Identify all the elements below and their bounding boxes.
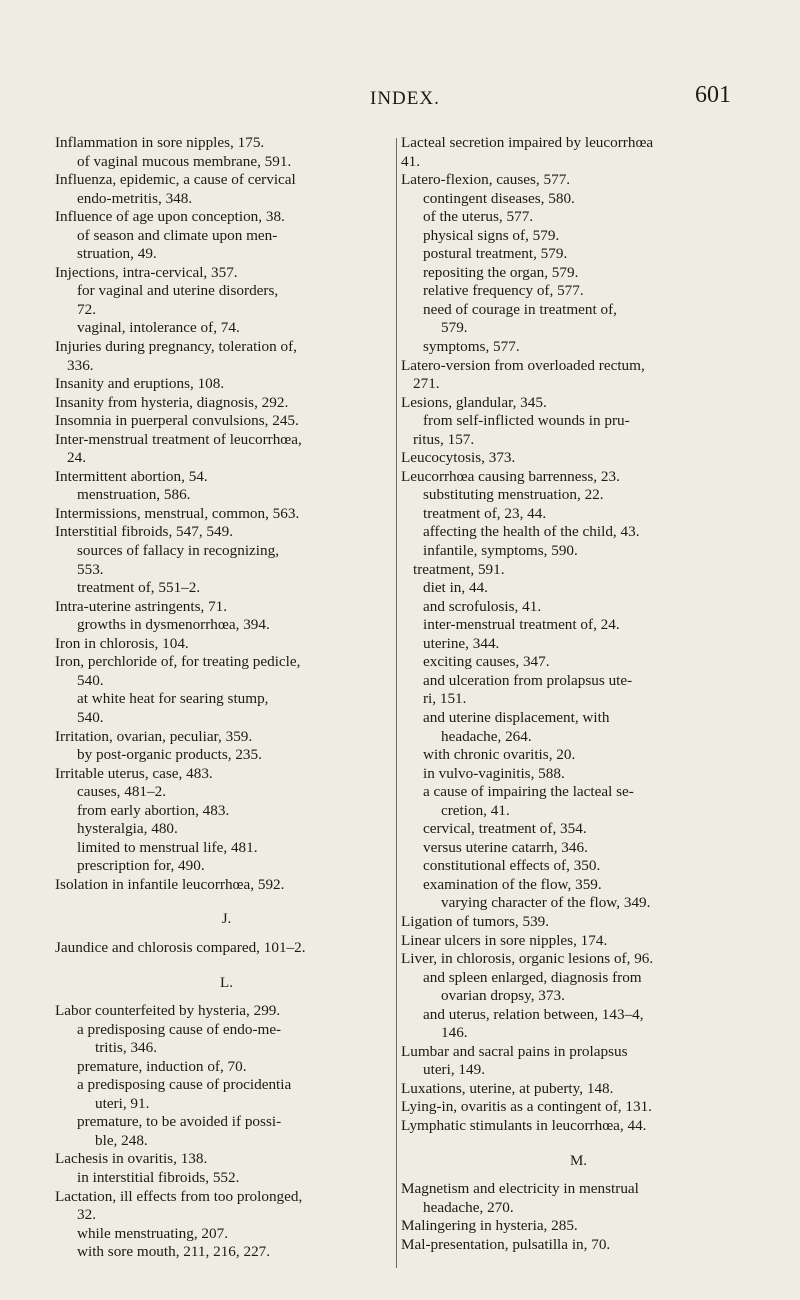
index-entry: Insanity and eruptions, 108. (55, 375, 225, 393)
index-subentry: relative frequency of, 577. (423, 282, 584, 300)
index-subentry: ritus, 157. (413, 430, 475, 448)
index-subentry: uteri, 91. (95, 1094, 150, 1112)
index-subentry: endo-metritis, 348. (77, 189, 193, 207)
index-subentry: affecting the health of the child, 43. (423, 523, 640, 541)
index-entry: Labor counterfeited by hysteria, 299. (55, 1002, 281, 1020)
index-entry: Inflammation in sore nipples, 175. (55, 134, 265, 151)
index-subentry: treatment of, 23, 44. (423, 504, 547, 522)
index-subentry: a predisposing cause of endo-me- (77, 1020, 282, 1038)
index-subentry: varying character of the flow, 349. (441, 894, 651, 912)
index-subentry: 32. (77, 1206, 96, 1224)
index-entry: Injections, intra-cervical, 357. (55, 263, 238, 281)
index-entry: Luxations, uterine, at puberty, 148. (401, 1079, 614, 1097)
index-subentry: need of courage in treatment of, (423, 300, 617, 318)
index-subentry: while menstruating, 207. (77, 1224, 229, 1242)
index-subentry: ble, 248. (95, 1131, 148, 1149)
index-entry: Intra-uterine astringents, 71. (55, 597, 228, 615)
page-number: 601 (695, 82, 731, 108)
index-entry: Linear ulcers in sore nipples, 174. (401, 931, 608, 949)
index-subentry: and uterus, relation between, 143–4, (423, 1005, 644, 1023)
index-subentry: 579. (441, 319, 468, 337)
index-entry: Lachesis in ovaritis, 138. (55, 1150, 208, 1168)
index-subentry: from self-inflicted wounds in pru- (423, 412, 630, 430)
index-subentry: cretion, 41. (441, 801, 510, 819)
index-subentry: and scrofulosis, 41. (423, 597, 542, 615)
index-subentry: symptoms, 577. (423, 338, 520, 356)
index-subentry: of season and climate upon men- (77, 226, 278, 244)
index-entry: Malingering in hysteria, 285. (401, 1217, 578, 1235)
index-subentry: menstruation, 586. (77, 486, 191, 504)
index-subentry: a cause of impairing the lacteal se- (423, 783, 634, 801)
index-subentry: physical signs of, 579. (423, 226, 560, 244)
index-entry: Lactation, ill effects from too prolonged, (55, 1187, 303, 1205)
index-entry: Leucorrhœa causing barrenness, 23. (401, 467, 620, 485)
index-entry: Leucocytosis, 373. (401, 449, 516, 467)
index-subentry: by post-organic products, 235. (77, 746, 262, 764)
index-entry: Lumbar and sacral pains in prolapsus (401, 1042, 628, 1060)
index-subentry: headache, 264. (441, 727, 532, 745)
index-subentry: ri, 151. (423, 690, 467, 708)
index-subentry: premature, to be avoided if possi- (77, 1113, 282, 1131)
index-entry: Influenza, epidemic, a cause of cervical (55, 171, 296, 189)
index-subentry: 271. (413, 375, 440, 393)
index-entry: Latero-version from overloaded rectum, (401, 356, 645, 374)
page-header (0, 76, 800, 116)
index-subentry: limited to menstrual life, 481. (77, 838, 258, 856)
index-subentry: at white heat for searing stump, (77, 690, 269, 708)
index-subentry: examination of the flow, 359. (423, 875, 602, 893)
index-subentry: with sore mouth, 211, 216, 227. (77, 1243, 271, 1261)
index-subentry: growths in dysmenorrhœa, 394. (77, 616, 270, 634)
index-entry: Injuries during pregnancy, toleration of, (55, 338, 297, 356)
index-subentry: uteri, 149. (423, 1061, 486, 1079)
section-letter: L. (220, 974, 233, 991)
index-entry: Irritable uterus, case, 483. (55, 764, 213, 782)
index-entry: Irritation, ovarian, peculiar, 359. (55, 727, 253, 745)
index-subentry: of vaginal mucous membrane, 591. (77, 152, 292, 170)
index-subentry: with chronic ovaritis, 20. (423, 746, 576, 764)
index-subentry: struation, 49. (77, 245, 157, 263)
page-title: INDEX. (370, 88, 440, 109)
index-subentry: tritis, 346. (95, 1039, 158, 1057)
index-subentry: 553. (77, 560, 104, 578)
index-entry: Lying-in, ovaritis as a contingent of, 131. (401, 1098, 652, 1116)
index-subentry: prescription for, 490. (77, 857, 205, 875)
index-subentry: 540. (77, 671, 104, 689)
index-subentry: repositing the organ, 579. (423, 263, 579, 281)
index-subentry: 336. (67, 356, 94, 374)
index-subentry: infantile, symptoms, 590. (423, 542, 578, 560)
index-entry: Magnetism and electricity in menstrual (401, 1180, 639, 1198)
index-subentry: in vulvo-vaginitis, 588. (423, 764, 565, 782)
index-subentry: sources of fallacy in recognizing, (77, 542, 279, 560)
index-subentry: for vaginal and uterine disorders, (77, 282, 279, 300)
index-entry: Iron in chlorosis, 104. (55, 634, 189, 652)
index-subentry: inter-menstrual treatment of, 24. (423, 616, 620, 634)
index-subentry: vaginal, intolerance of, 74. (77, 319, 240, 337)
index-entry: Lacteal secretion impaired by leucorrhœa (401, 134, 654, 151)
index-entry: 41. (401, 152, 420, 170)
index-entry: Inter-menstrual treatment of leucorrhœa, (55, 430, 302, 448)
index-entry: Mal-presentation, pulsatilla in, 70. (401, 1235, 611, 1253)
index-subentry: a predisposing cause of procidentia (77, 1076, 292, 1094)
index-column-left (55, 134, 398, 1262)
index-subentry: contingent diseases, 580. (423, 189, 575, 207)
index-subentry: treatment of, 551–2. (77, 579, 201, 597)
index-entry: Insanity from hysteria, diagnosis, 292. (55, 393, 289, 411)
index-subentry: uterine, 344. (423, 634, 500, 652)
index-entry: Latero-flexion, causes, 577. (401, 171, 571, 189)
index-subentry: versus uterine catarrh, 346. (423, 838, 588, 856)
section-letter: M. (569, 1152, 588, 1169)
index-subentry: and spleen enlarged, diagnosis from (423, 968, 642, 986)
index-subentry: treatment, 591. (413, 560, 505, 578)
index-subentry: hysteralgia, 480. (77, 820, 178, 838)
index-entry: Ligation of tumors, 539. (401, 912, 550, 930)
index-entry: Jaundice and chlorosis compared, 101–2. (55, 938, 306, 956)
index-subentry: postural treatment, 579. (423, 245, 568, 263)
index-entry: Lesions, glandular, 345. (401, 393, 547, 411)
index-subentry: ovarian dropsy, 373. (441, 987, 565, 1005)
index-subentry: 24. (67, 449, 86, 467)
index-entry: Iron, perchloride of, for treating pedicle, (55, 653, 301, 671)
index-subentry: headache, 270. (423, 1198, 514, 1216)
index-subentry: constitutional effects of, 350. (423, 857, 601, 875)
index-subentry: of the uterus, 577. (423, 208, 534, 226)
index-subentry: from early abortion, 483. (77, 801, 230, 819)
section-letter: J. (221, 911, 232, 928)
index-subentry: and uterine displacement, with (423, 708, 610, 726)
index-column-right (401, 134, 756, 1254)
index-entry: Influence of age upon conception, 38. (55, 208, 285, 226)
index-subentry: exciting causes, 347. (423, 653, 550, 671)
index-subentry: 72. (77, 300, 96, 318)
index-subentry: in interstitial fibroids, 552. (77, 1168, 240, 1186)
index-entry: Interstitial fibroids, 547, 549. (55, 523, 234, 541)
index-subentry: causes, 481–2. (77, 783, 166, 801)
index-subentry: substituting menstruation, 22. (423, 486, 604, 504)
index-entry: Isolation in infantile leucorrhœa, 592. (55, 875, 285, 893)
index-entry: Intermissions, menstrual, common, 563. (55, 504, 300, 522)
index-subentry: diet in, 44. (423, 579, 488, 597)
index-subentry: 146. (441, 1024, 468, 1042)
index-subentry: 540. (77, 708, 104, 726)
index-entry: Lymphatic stimulants in leucorrhœa, 44. (401, 1116, 647, 1134)
index-entry: Intermittent abortion, 54. (55, 467, 208, 485)
index-subentry: and ulceration from prolapsus ute- (423, 671, 633, 689)
index-entry: Insomnia in puerperal convulsions, 245. (55, 412, 299, 430)
column-divider (396, 138, 397, 1268)
index-entry: Liver, in chlorosis, organic lesions of, 96. (401, 950, 654, 968)
index-subentry: cervical, treatment of, 354. (423, 820, 587, 838)
index-subentry: premature, induction of, 70. (77, 1057, 247, 1075)
